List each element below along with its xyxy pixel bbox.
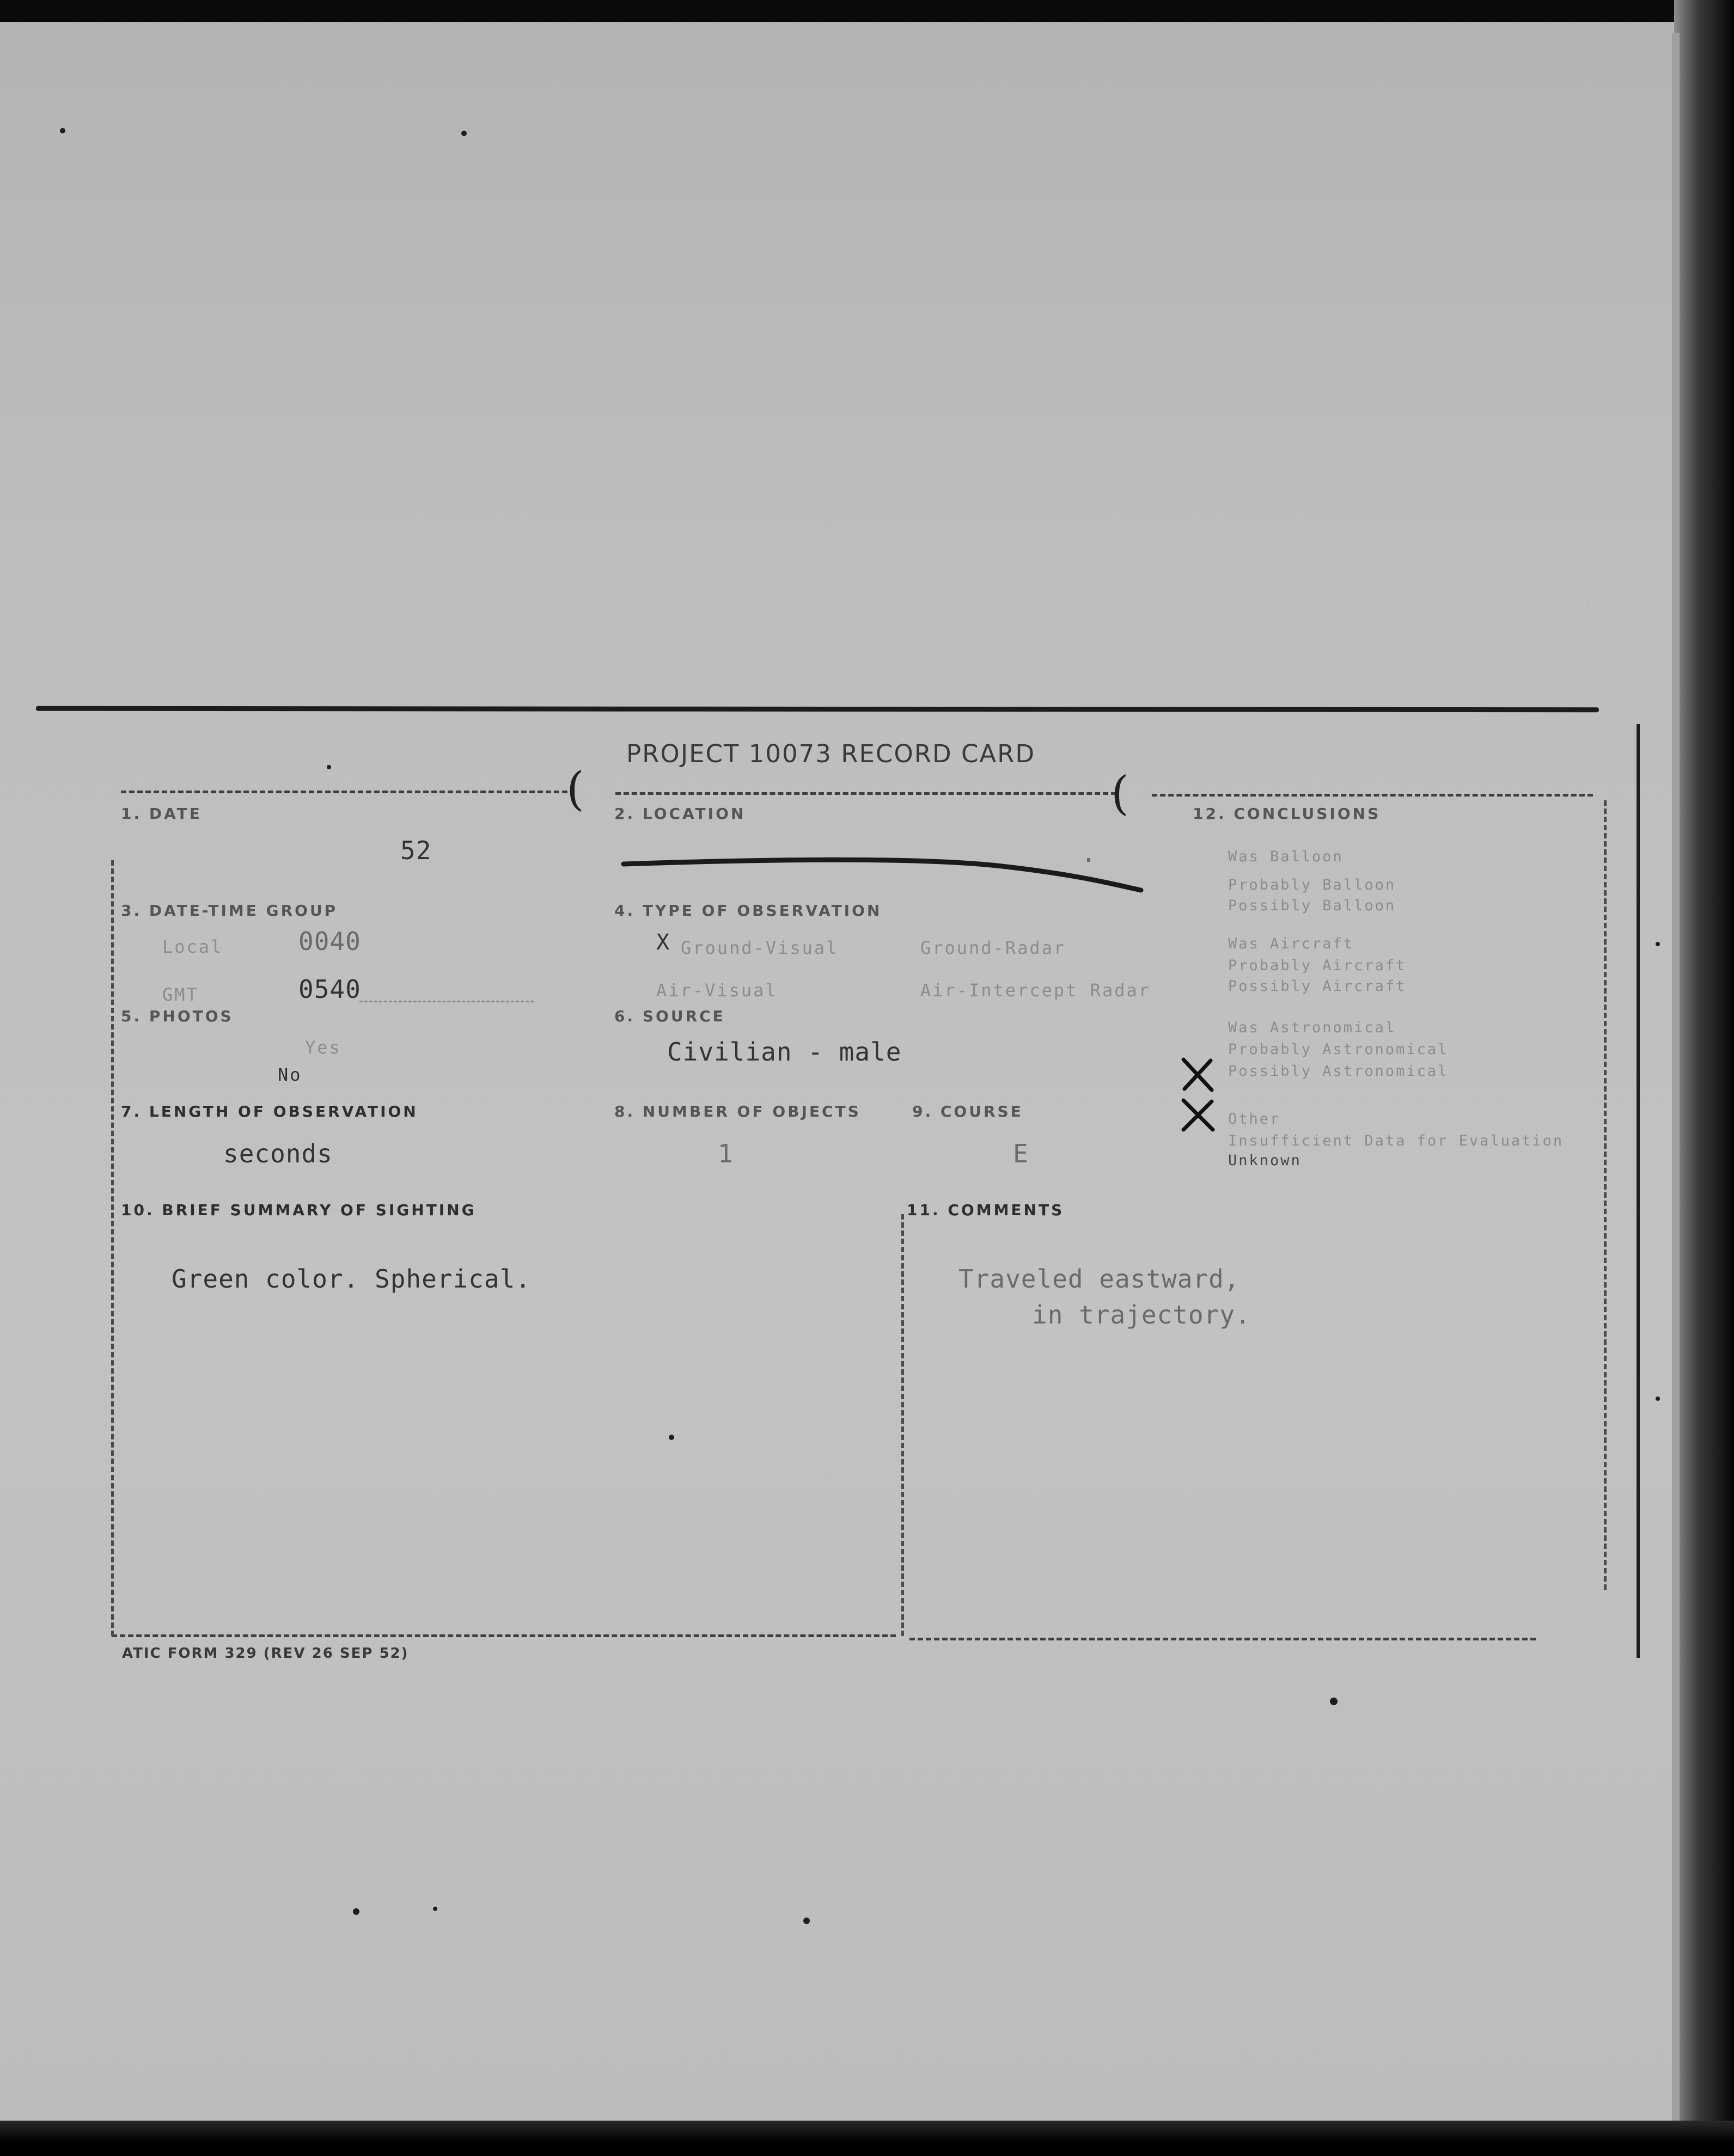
dust-speck bbox=[353, 1908, 359, 1915]
dust-speck bbox=[60, 128, 65, 133]
dust-speck bbox=[803, 1918, 810, 1924]
hole-punch-left: ( bbox=[566, 762, 584, 816]
card-title: PROJECT 10073 RECORD CARD bbox=[626, 739, 1036, 768]
location-value: . bbox=[1081, 838, 1097, 868]
date-label: 1. DATE bbox=[121, 805, 202, 823]
row1-rule-mid bbox=[615, 792, 1116, 795]
conclusion-option: Possibly Aircraft bbox=[1228, 978, 1407, 995]
number-objects-value: 1 bbox=[718, 1139, 734, 1168]
card-left-rule bbox=[111, 860, 114, 1636]
gmt-label: GMT bbox=[162, 984, 199, 1005]
type-obs-check: X bbox=[656, 930, 670, 955]
course-value: E bbox=[1013, 1139, 1029, 1168]
dust-speck bbox=[1656, 1396, 1660, 1401]
photos-label: 5. PHOTOS bbox=[121, 1007, 234, 1025]
card-bottom-rule-right bbox=[909, 1638, 1536, 1640]
conclusion-option: Insufficient Data for Evaluation bbox=[1228, 1132, 1564, 1149]
conclusion-option: Unknown bbox=[1228, 1152, 1302, 1169]
gmt-underline bbox=[359, 1001, 534, 1002]
conclusion-option: Possibly Astronomical bbox=[1228, 1063, 1449, 1080]
dust-speck bbox=[327, 765, 331, 769]
conclusions-label: 12. CONCLUSIONS bbox=[1193, 805, 1381, 823]
dust-speck bbox=[669, 1435, 674, 1440]
row1-rule-left bbox=[121, 791, 567, 793]
photos-yes: Yes bbox=[305, 1037, 341, 1058]
card-inner-right-rule bbox=[1604, 800, 1607, 1590]
dust-speck bbox=[433, 1907, 437, 1911]
form-identifier: ATIC FORM 329 (REV 26 SEP 52) bbox=[122, 1645, 409, 1662]
summary-comments-divider bbox=[901, 1214, 904, 1636]
dust-speck bbox=[1656, 942, 1660, 946]
film-edge-bottom bbox=[0, 2121, 1734, 2156]
gmt-value: 0540 bbox=[298, 975, 361, 1004]
source-label: 6. SOURCE bbox=[614, 1007, 725, 1025]
comments-label: 11. COMMENTS bbox=[907, 1201, 1065, 1219]
local-value: 0040 bbox=[298, 927, 361, 956]
conclusion-option: Possibly Balloon bbox=[1228, 897, 1396, 914]
date-time-group-label: 3. DATE-TIME GROUP bbox=[121, 902, 338, 920]
type-obs-air-visual: Air-Visual bbox=[656, 980, 778, 1001]
summary-value: Green color. Spherical. bbox=[172, 1264, 531, 1294]
conclusion-option: Probably Astronomical bbox=[1228, 1041, 1449, 1058]
film-edge-highlight bbox=[1672, 33, 1680, 2123]
location-label: 2. LOCATION bbox=[614, 805, 746, 823]
number-objects-label: 8. NUMBER OF OBJECTS bbox=[614, 1102, 861, 1120]
course-label: 9. COURSE bbox=[912, 1102, 1023, 1120]
comments-line-1: Traveled eastward, bbox=[958, 1264, 1240, 1294]
hole-punch-right: ( bbox=[1111, 767, 1129, 820]
film-edge-right bbox=[1674, 0, 1734, 2156]
card-top-border bbox=[36, 706, 1599, 713]
conclusion-option: Other bbox=[1228, 1111, 1281, 1128]
comments-line-2: in trajectory. bbox=[1032, 1300, 1251, 1330]
source-value: Civilian - male bbox=[667, 1037, 902, 1067]
conclusion-option: Was Astronomical bbox=[1228, 1019, 1396, 1036]
location-redaction-stroke bbox=[621, 852, 1144, 896]
conclusion-option: Was Balloon bbox=[1228, 848, 1344, 865]
film-edge-top bbox=[0, 0, 1734, 22]
local-label: Local bbox=[162, 936, 223, 957]
conclusion-check-other bbox=[1179, 1097, 1217, 1135]
conclusion-option: Was Aircraft bbox=[1228, 935, 1354, 952]
type-obs-ground-visual: Ground-Visual bbox=[681, 938, 839, 958]
length-observation-value: seconds bbox=[223, 1139, 333, 1168]
type-obs-air-intercept: Air-Intercept Radar bbox=[920, 980, 1151, 1001]
conclusion-option: Probably Balloon bbox=[1228, 877, 1396, 893]
type-obs-ground-radar: Ground-Radar bbox=[920, 938, 1066, 958]
dust-speck bbox=[461, 131, 467, 136]
conclusion-option: Probably Aircraft bbox=[1228, 957, 1407, 974]
type-observation-label: 4. TYPE OF OBSERVATION bbox=[614, 902, 882, 920]
date-value: 52 bbox=[400, 836, 432, 865]
card-bottom-rule-left bbox=[112, 1634, 896, 1637]
conclusion-check-possibly-astronomical bbox=[1179, 1056, 1217, 1094]
dust-speck bbox=[1330, 1698, 1338, 1705]
summary-label: 10. BRIEF SUMMARY OF SIGHTING bbox=[121, 1201, 477, 1219]
card-right-border bbox=[1637, 724, 1640, 1658]
photos-no: No bbox=[278, 1064, 302, 1085]
length-observation-label: 7. LENGTH OF OBSERVATION bbox=[121, 1102, 418, 1120]
row1-rule-right bbox=[1152, 794, 1593, 797]
